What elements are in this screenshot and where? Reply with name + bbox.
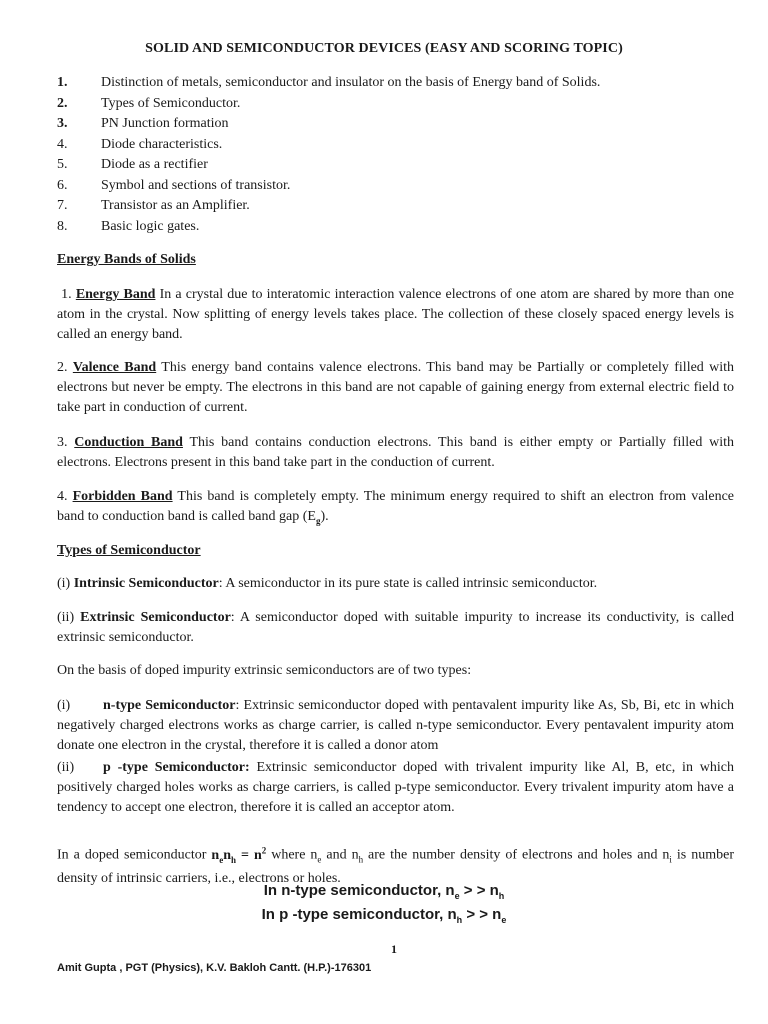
list-text: Diode characteristics. [101, 136, 223, 152]
paragraph-valence-band [57, 358, 734, 418]
list-number: 1. [57, 75, 68, 90]
section-heading-energy-bands: Energy Bands of Solids [57, 252, 196, 267]
definition-text: Extrinsic semiconductor doped with trivalent impurity like Al, B, etc, in which positively charged holes works as charge carriers, is called p-type semiconductor. Every trivalent impurity atom have a tendency to accept one electron, therefore it is called an acceptor atom. [57, 760, 734, 815]
paragraph-basis: On the basis of doped impurity extrinsic semiconductors are of two types: [57, 663, 472, 678]
text: In a doped semiconductor [57, 847, 212, 863]
paragraph-energy-band [57, 285, 734, 345]
list-item [57, 196, 737, 217]
formula-eq: = n [236, 847, 262, 863]
definition-text: In a crystal due to interatomic interaction valence electrons of one atom are shared by more than one atom in the crystal. Now splitting of energy levels takes place. The collection of these closely spaced energy levels is called an energy band. [57, 287, 734, 342]
list-item [57, 94, 737, 115]
text: In p -type semiconductor, n [261, 906, 457, 923]
item-number: 4. [57, 489, 68, 504]
list-item [57, 73, 737, 94]
term-p-type: p -type Semiconductor: [103, 760, 250, 775]
list-text: Symbol and sections of transistor. [101, 177, 291, 193]
text: are the number density of electrons and holes and n [363, 847, 670, 863]
list-number: 4. [57, 136, 68, 152]
text: > > n [462, 906, 502, 923]
text: In n-type semiconductor, n [263, 882, 455, 899]
paragraph-n-type [57, 696, 734, 756]
subscript: h [231, 854, 237, 865]
list-text: Basic logic gates. [101, 218, 200, 234]
subscript: e [501, 915, 507, 925]
p-type-relation [0, 906, 768, 925]
subscript: e [454, 891, 460, 901]
text: and n [321, 847, 359, 863]
list-number: 6. [57, 177, 68, 193]
subscript: h [498, 891, 505, 901]
subscript: g [315, 515, 321, 526]
subscript: h [358, 854, 364, 865]
paragraph-forbidden-band [57, 487, 734, 531]
list-number: 5. [57, 157, 68, 172]
text: is number density of intrinsic carriers, i.e., electrons or holes. [57, 847, 734, 887]
definition-text: : A semiconductor doped with suitable impurity to increase its conductivity, is called extrinsic semiconductor. [57, 610, 734, 645]
formula-n: n [223, 847, 232, 863]
list-number: 3. [57, 116, 68, 131]
item-label: (ii) [57, 760, 75, 775]
topic-list [57, 73, 737, 237]
term-intrinsic: Intrinsic Semiconductor [73, 576, 219, 591]
paragraph-conduction-band [57, 433, 734, 473]
list-text: PN Junction formation [101, 116, 229, 131]
page-number: 1 [391, 942, 397, 956]
document-title: SOLID AND SEMICONDUCTOR DEVICES (EASY AND SCORING TOPIC) [145, 41, 623, 56]
list-text: Transistor as an Amplifier. [101, 198, 250, 213]
list-item [57, 155, 737, 176]
definition-text: : Extrinsic semiconductor doped with pentavalent impurity like As, Sb, Bi, etc in which negatively charged electrons works as charge carrier, is called n-type semiconductor. Every pentavalent impurity atom donate one electron in the crystal, therefore it is called a donor atom [57, 698, 735, 753]
definition-text: : A semiconductor in its pure state is called intrinsic semiconductor. [218, 576, 598, 591]
subscript: e [317, 854, 322, 865]
term-energy-band: Energy Band [75, 287, 156, 302]
list-text: Distinction of metals, semiconductor and insulator on the basis of Energy band of Solids. [101, 75, 601, 90]
term-forbidden-band: Forbidden Band [72, 489, 173, 504]
definition-tail: ). [320, 509, 329, 524]
item-number: 1. [61, 287, 72, 302]
definition-text: This energy band contains valence electrons. This band may be Partially or completely filled with electrons but never be empty. The electrons in this band are not capable of gaining energy from external electric field to take part in conduction of current. [57, 360, 735, 415]
item-number: 3. [57, 435, 68, 450]
term-n-type: n-type Semiconductor [103, 698, 236, 713]
list-item [57, 135, 737, 156]
item-label: (i) [57, 698, 71, 713]
text: > > n [459, 882, 499, 899]
item-label: (ii) [57, 610, 75, 625]
list-text: Diode as a rectifier [101, 157, 208, 172]
list-number: 8. [57, 218, 68, 234]
list-item [57, 176, 737, 197]
term-conduction-band: Conduction Band [74, 435, 183, 450]
formula [211, 845, 267, 865]
item-label: (i) [57, 576, 71, 591]
paragraph-intrinsic [57, 574, 734, 594]
superscript: 2 [261, 845, 267, 855]
list-number: 2. [57, 95, 68, 111]
term-extrinsic: Extrinsic Semiconductor [80, 610, 231, 625]
n-type-relation [0, 882, 768, 901]
list-item [57, 114, 737, 135]
section-heading-types: Types of Semiconductor [57, 543, 201, 558]
paragraph-extrinsic [57, 608, 734, 648]
definition-text: This band is completely empty. The minimum energy required to shift an electron from valence band to conduction band is called band gap (E [57, 489, 735, 524]
subscript: i [669, 854, 672, 865]
subscript: h [456, 915, 463, 925]
term-valence-band: Valence Band [72, 360, 157, 375]
formula-n: n [211, 847, 220, 863]
paragraph-p-type [57, 758, 734, 818]
list-text: Types of Semiconductor. [101, 95, 241, 111]
subscript: e [219, 854, 224, 865]
definition-text: This band contains conduction electrons. This band is either empty or Partially filled with electrons. Electrons present in this band take part in the conduction of current. [57, 435, 734, 470]
text: where n [266, 847, 318, 863]
item-number: 2. [57, 360, 68, 375]
footer-author: Amit Gupta , PGT (Physics), K.V. Bakloh Cantt. (H.P.)-176301 [57, 962, 372, 974]
list-item [57, 217, 737, 238]
list-number: 7. [57, 198, 68, 213]
